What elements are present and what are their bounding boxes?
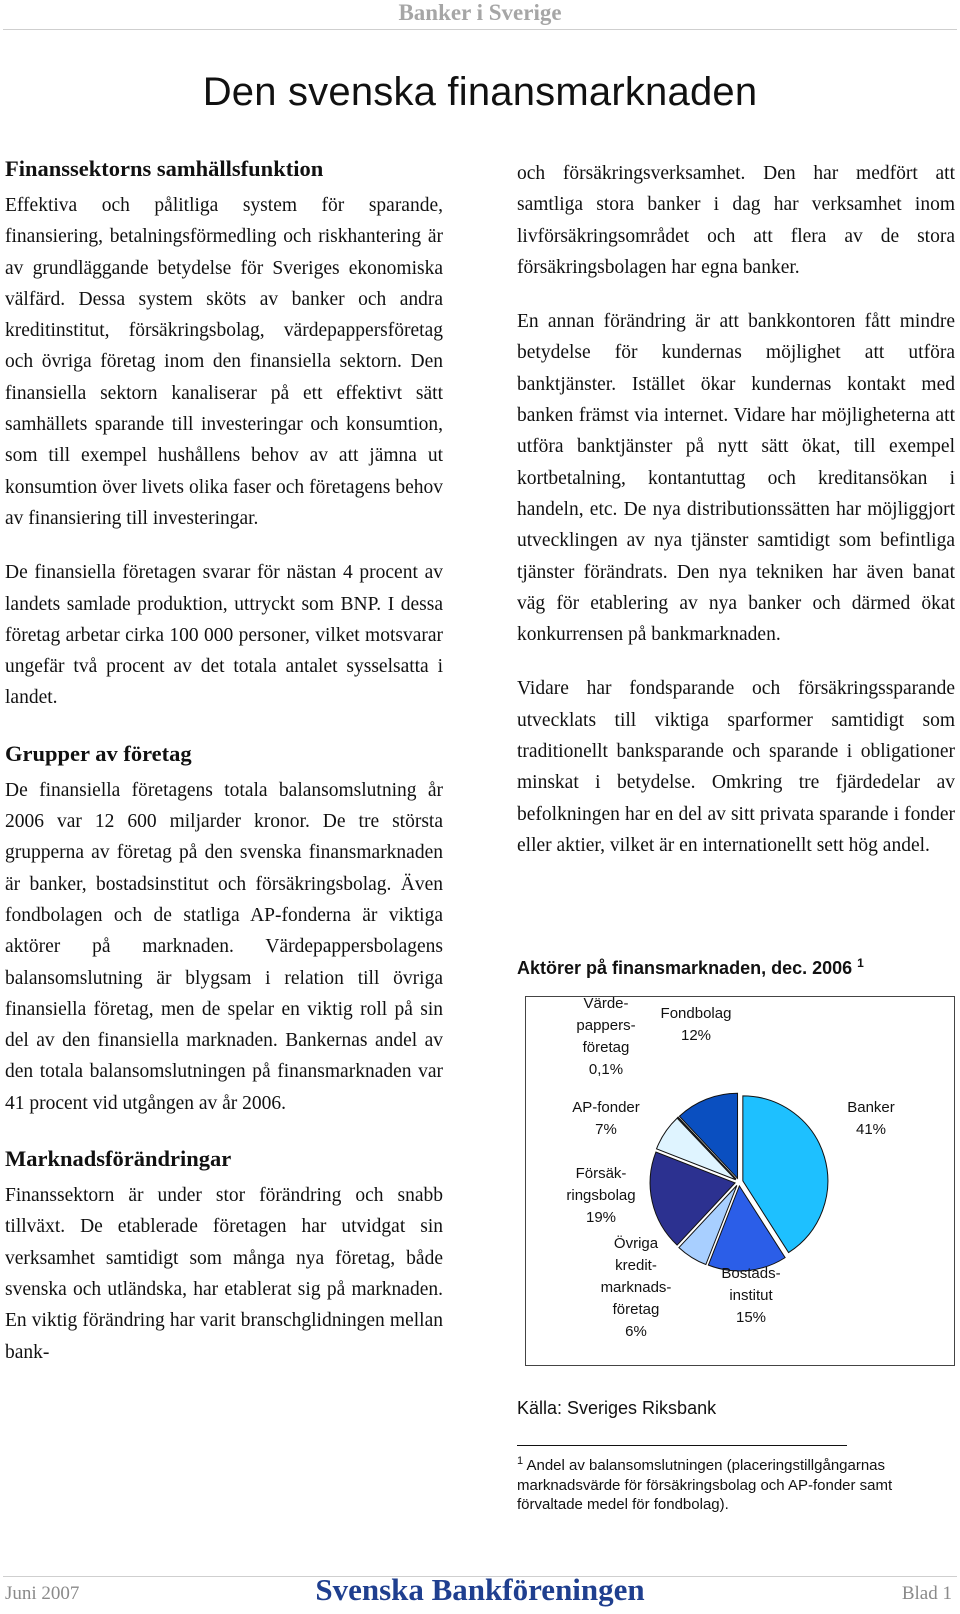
section-heading-samhallsfunktion: Finanssektorns samhällsfunktion: [5, 156, 324, 181]
pie-label-line: institut: [729, 1287, 773, 1304]
pie-label-line: 15%: [735, 1309, 767, 1326]
pie-label-line: 41%: [855, 1121, 887, 1138]
pie-chart-frame: [525, 996, 955, 1366]
chart-title: [517, 956, 864, 979]
pie-label-övriga-kreditmarknadsföretag: [591, 1233, 681, 1343]
pie-label-line: Fondbolag: [660, 1005, 732, 1022]
section-heading-grupper: Grupper av företag: [5, 740, 192, 766]
pie-label-försäkringsbolag: [556, 1163, 646, 1229]
paragraph: och försäkringsverksamhet. Den har medfört att samtliga stora banker i dag har verksamhet inom livförsäkringsområdet och att flera av de stora försäkringsbolagen har egna banker.: [517, 163, 955, 278]
pie-label-line: ringsbolag: [566, 1187, 636, 1204]
pie-label-line: 19%: [585, 1209, 617, 1226]
footnote-rule: [517, 1445, 847, 1446]
paragraph: Effektiva och pålitliga system för sparande, finansiering, betalningsförmedling och riskhantering är av grundläggande betydelse för Sveriges ekonomiska välfärd. Dessa system sköts av banker och andra kreditinstitut, försäkringsbolag, värdepappersföretag och övriga företag inom den finansiella sektorn. Den finansiella sektorn kanaliserar på ett effektivt sätt samhällets sparande till investeringar och konsumtion, som till exempel hushållens behov av att jämna ut konsumtion över livets olika faser och företagens behov av finansiering till investeringar.: [5, 195, 443, 529]
paragraph: De finansiella företagen svarar för nästan 4 procent av landets samlade produktion, uttryckt som BNP. I dessa företag arbetar cirka 100 000 personer, vilket motsvarar ungefär två procent av det totala antalet sysselsatta i landet.: [5, 562, 443, 709]
footnote: [517, 1452, 957, 1515]
pie-label-line: företag: [582, 1039, 630, 1056]
footer-organization-logo: Svenska Bankföreningen: [315, 1572, 645, 1607]
pie-label-bostadsinstitut: [706, 1263, 796, 1329]
pie-label-line: 12%: [680, 1027, 712, 1044]
header-rule: [3, 29, 957, 30]
section-heading-marknadsforandringar: Marknadsförändringar: [5, 1146, 232, 1172]
paragraph: Finanssektorn är under stor förändring och snabb tillväxt. De etablerade företagen har utvidgat sin verksamhet samtidigt som många nya företag, både svenska och utländska, har etablerat sig på marknaden. En viktig förändring har varit branschglidningen mellan bank-: [5, 1185, 443, 1363]
running-header: Banker i Sverige: [398, 0, 562, 25]
footnote-text: Andel av balansomslutningen (placeringstillgångarnas marknadsvärde för försäkringsbolag och AP-fonder samt förvaltade medel för fondbolag).: [517, 1457, 893, 1513]
paragraph: Vidare har fondsparande och försäkringssparande utvecklats till viktiga sparformer samtidigt som traditionellt banksparande och sparande i obligationer minskat i betydelse. Omkring tre fjärdedelar av befolkningen har en del av sitt privata sparande i fonder eller aktier, vilket är en internationellt sett hög andel.: [517, 678, 955, 856]
pie-label-fondbolag: [651, 1003, 741, 1047]
pie-label-line: Övriga: [613, 1235, 659, 1252]
paragraph: En annan förändring är att bankkontoren fått mindre betydelse för kundernas möjlighet att utföra banktjänster. Istället ökar kundernas kontakt med banken främst via internet. Vidare har möjligheterna att utföra banktjänster på nytt sätt ökat, till exempel kortbetalning, kontantuttag och kreditansökan i handeln, etc. De nya distributionssätten har möjliggjort utvecklingen av nya tjänster samtidigt som befintliga tjänster förändrats. Den nya tekniken har även banat väg för etablering av nya banker och därmed ökat konkurrensen på bankmarknaden.: [517, 311, 955, 646]
pie-label-line: Bostads-: [721, 1265, 781, 1282]
pie-label-line: 6%: [625, 1323, 647, 1340]
page-title: Den svenska finansmarknaden: [202, 70, 758, 114]
pie-label-line: företag: [612, 1301, 660, 1318]
pie-label-line: Försäk-: [575, 1165, 627, 1182]
footer-date: Juni 2007: [5, 1583, 80, 1604]
left-column: [5, 152, 443, 1391]
pie-label-line: Värde-: [583, 995, 629, 1012]
pie-label-line: AP-fonder: [572, 1099, 640, 1116]
pie-label-banker: [831, 1097, 911, 1141]
pie-label-värdepappersföretag: [561, 993, 651, 1081]
paragraph: De finansiella företagens totala balansomslutning år 2006 var 12 600 miljarder kronor. De tre största grupperna av företag på den svenska finansmarknaden är banker, bostadsinstitut och försäkringsbolag. Även fondbolagen och de statliga AP-fonderna är viktiga aktörer på marknaden. Värdepappersbolagens balansomslutning är blygsam i relation till övriga finansiella företag, men de spelar en viktig roll på sin del av den finansiella marknaden. Bankernas andel av den totala balansomslutningen på finansmarknaden var 41 procent vid utgången av år 2006.: [5, 779, 443, 1114]
pie-label-line: pappers-: [576, 1017, 636, 1034]
chart-title-footnote-mark: 1: [857, 956, 864, 970]
pie-label-line: Banker: [847, 1099, 895, 1116]
pie-label-line: kredit-: [615, 1257, 657, 1274]
footnote-mark: 1: [517, 1455, 524, 1467]
pie-label-line: 7%: [595, 1121, 617, 1138]
chart-title-text: Aktörer på finansmarknaden, dec. 2006: [517, 958, 853, 978]
right-column: [517, 158, 955, 884]
chart-source: Källa: Sveriges Riksbank: [517, 1398, 717, 1418]
pie-label-line: 0,1%: [588, 1061, 624, 1078]
footer-page-number: Blad 1: [901, 1583, 952, 1604]
pie-label-ap-fonder: [561, 1097, 651, 1141]
pie-label-line: marknads-: [600, 1279, 672, 1296]
